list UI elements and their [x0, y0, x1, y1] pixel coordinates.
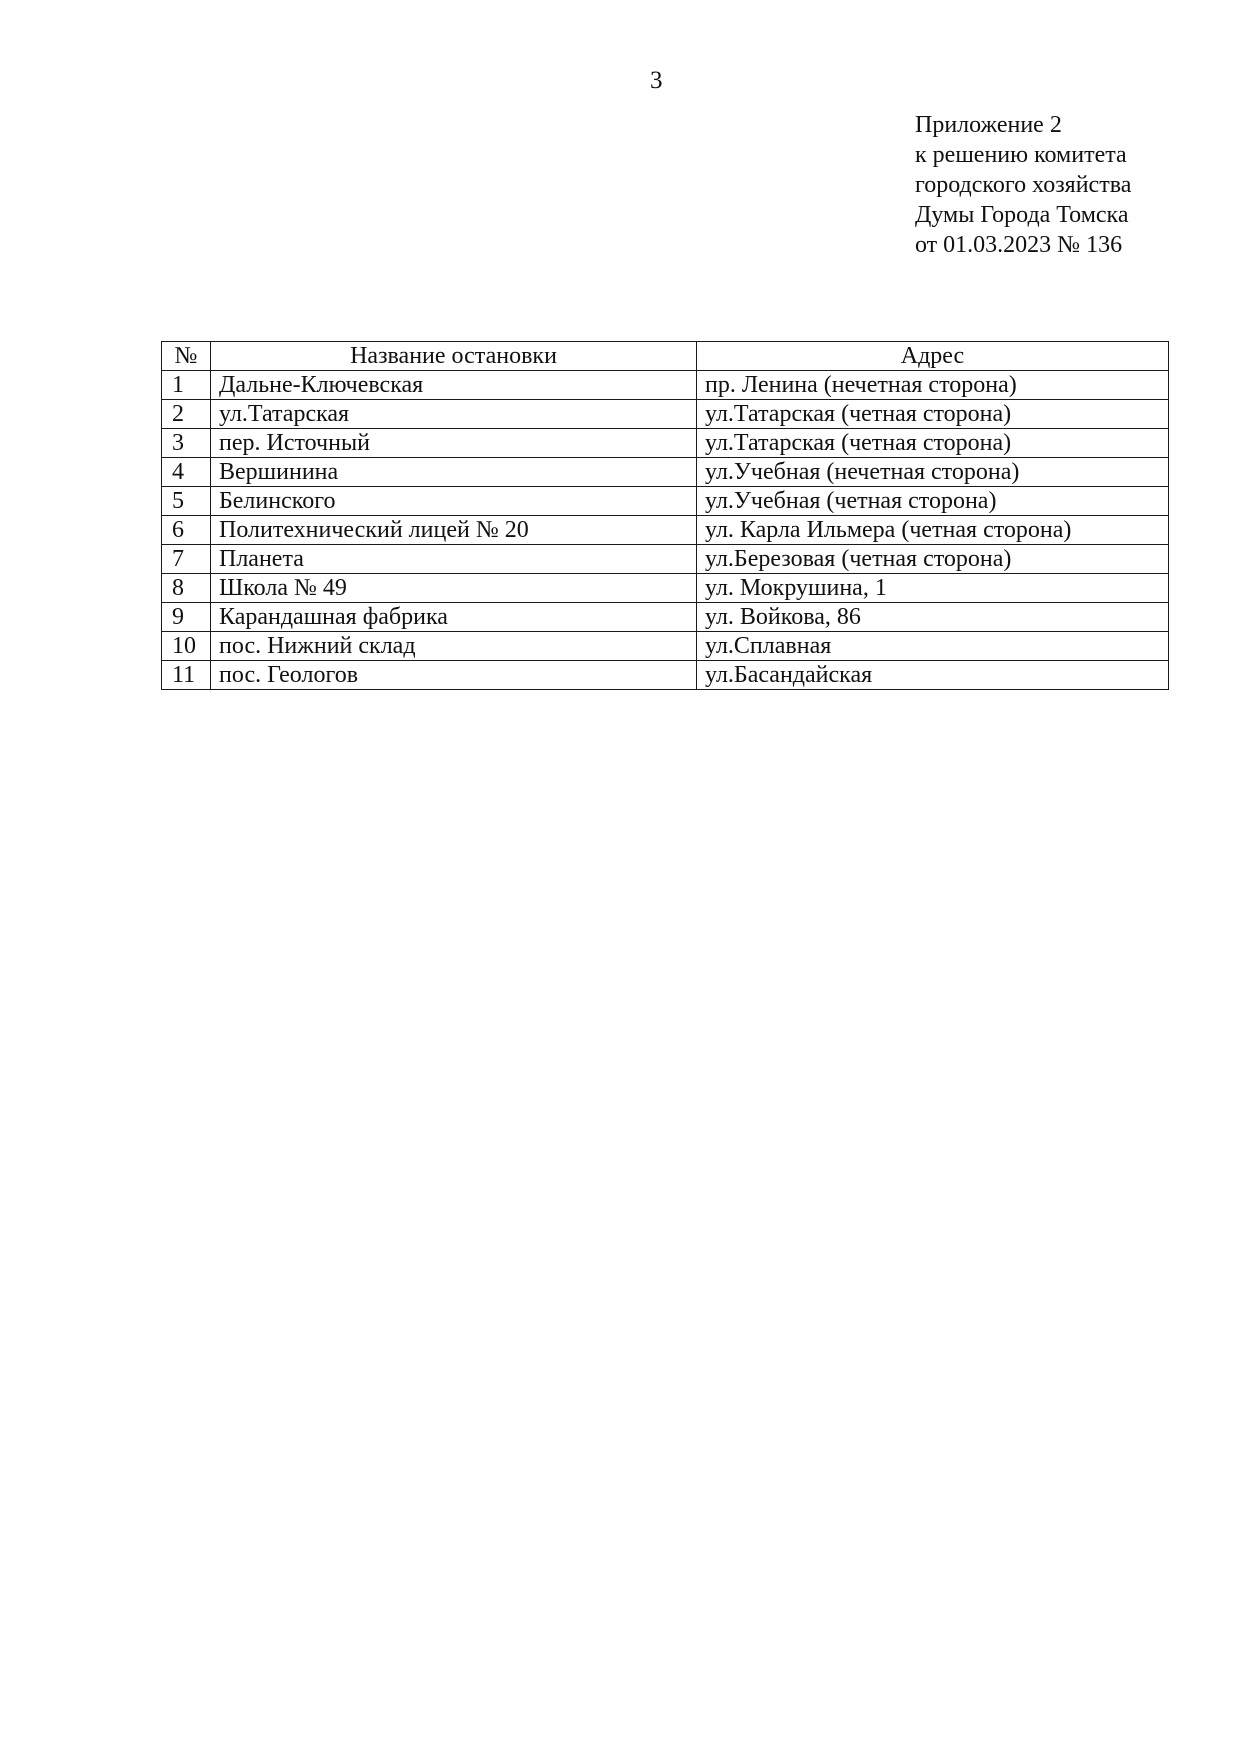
- stop-name: пос. Геологов: [211, 661, 697, 690]
- table-row: [162, 458, 1169, 487]
- stop-name: пос. Нижний склад: [211, 632, 697, 661]
- table-row: [162, 661, 1169, 690]
- stop-address: ул.Березовая (четная сторона): [697, 545, 1169, 574]
- appendix-line-duma: Думы Города Томска: [915, 202, 1129, 228]
- header-address: Адрес: [697, 342, 1169, 371]
- table-row: [162, 603, 1169, 632]
- page-number: 3: [650, 67, 663, 94]
- stop-name: Карандашная фабрика: [211, 603, 697, 632]
- stop-address: ул.Татарская (четная сторона): [697, 429, 1169, 458]
- table-row: [162, 400, 1169, 429]
- stop-address: ул.Учебная (нечетная сторона): [697, 458, 1169, 487]
- stop-address: ул.Сплавная: [697, 632, 1169, 661]
- stop-name: Белинского: [211, 487, 697, 516]
- row-number: 3: [162, 429, 211, 458]
- table-row: [162, 371, 1169, 400]
- row-number: 11: [162, 661, 211, 690]
- stop-name: Школа № 49: [211, 574, 697, 603]
- appendix-line-committee: городского хозяйства: [915, 172, 1132, 198]
- stop-name: ул.Татарская: [211, 400, 697, 429]
- table-row: [162, 429, 1169, 458]
- stop-address: пр. Ленина (нечетная сторона): [697, 371, 1169, 400]
- row-number: 6: [162, 516, 211, 545]
- appendix-line-decision: к решению комитета: [915, 142, 1127, 168]
- row-number: 1: [162, 371, 211, 400]
- stop-name: Дальне-Ключевская: [211, 371, 697, 400]
- table-row: [162, 516, 1169, 545]
- table-row: [162, 545, 1169, 574]
- table-header-row: [162, 342, 1169, 371]
- header-number: №: [162, 342, 211, 371]
- row-number: 7: [162, 545, 211, 574]
- row-number: 4: [162, 458, 211, 487]
- stop-address: ул. Мокрушина, 1: [697, 574, 1169, 603]
- row-number: 8: [162, 574, 211, 603]
- stop-name: Планета: [211, 545, 697, 574]
- stop-name: Политехнический лицей № 20: [211, 516, 697, 545]
- stop-address: ул.Басандайская: [697, 661, 1169, 690]
- bus-stops-table: [161, 341, 1169, 690]
- row-number: 9: [162, 603, 211, 632]
- table-row: [162, 632, 1169, 661]
- table-row: [162, 574, 1169, 603]
- row-number: 2: [162, 400, 211, 429]
- appendix-title: Приложение 2: [915, 112, 1062, 138]
- stop-name: пер. Источный: [211, 429, 697, 458]
- row-number: 10: [162, 632, 211, 661]
- header-stop-name: Название остановки: [211, 342, 697, 371]
- table-row: [162, 487, 1169, 516]
- appendix-header: [915, 110, 1131, 260]
- stop-name: Вершинина: [211, 458, 697, 487]
- stop-address: ул.Татарская (четная сторона): [697, 400, 1169, 429]
- stop-address: ул.Учебная (четная сторона): [697, 487, 1169, 516]
- row-number: 5: [162, 487, 211, 516]
- stop-address: ул. Войкова, 86: [697, 603, 1169, 632]
- stop-address: ул. Карла Ильмера (четная сторона): [697, 516, 1169, 545]
- appendix-line-date-number: от 01.03.2023 № 136: [915, 232, 1123, 258]
